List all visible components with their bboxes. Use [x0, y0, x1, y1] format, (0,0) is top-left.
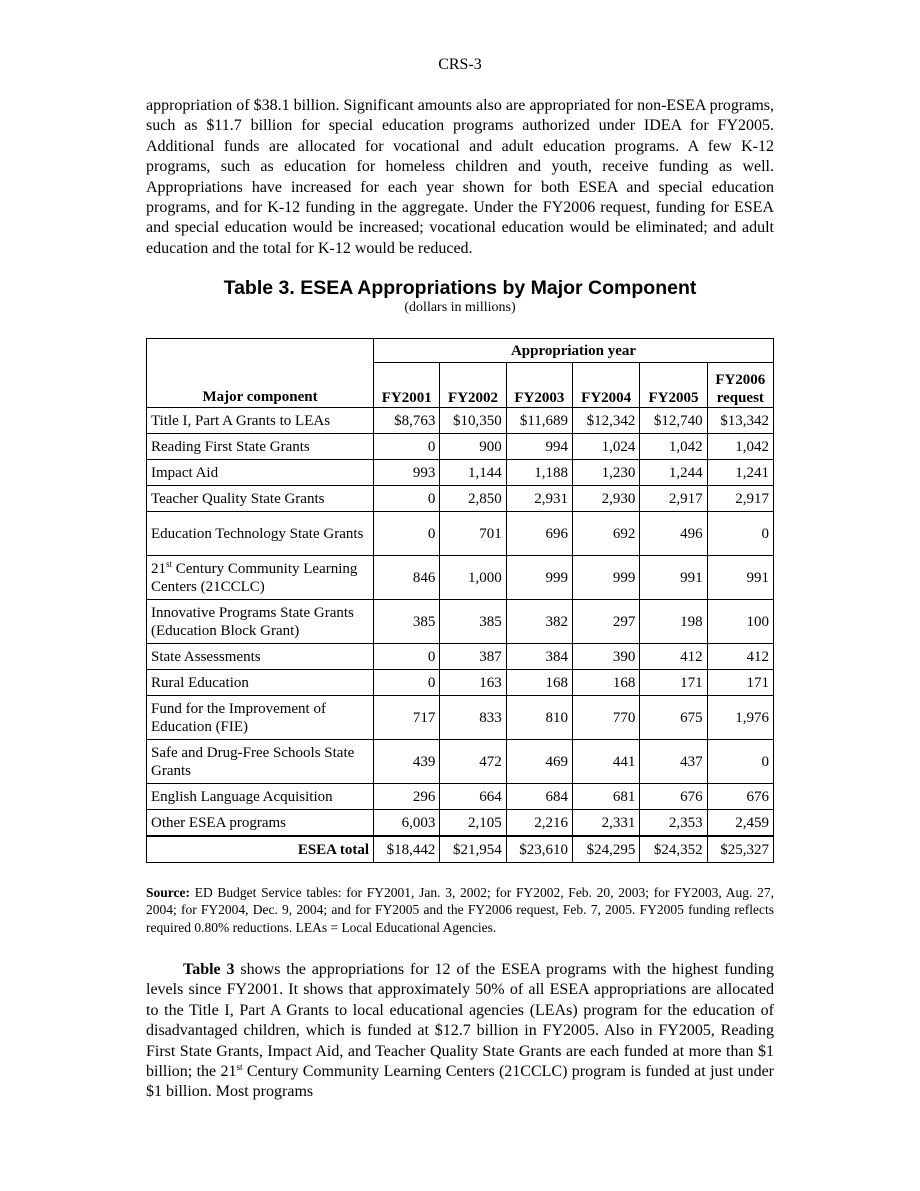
value-cell: 991 [707, 556, 773, 600]
value-cell: 999 [506, 556, 572, 600]
value-cell: 833 [440, 696, 506, 740]
table-row [147, 740, 774, 784]
year-header: FY2003 [506, 363, 572, 408]
value-cell: 701 [440, 512, 506, 556]
value-cell: 999 [573, 556, 640, 600]
value-cell: 496 [640, 512, 707, 556]
year-header: FY2004 [573, 363, 640, 408]
value-cell: 675 [640, 696, 707, 740]
value-cell: 0 [707, 512, 773, 556]
value-cell: 6,003 [374, 810, 440, 837]
component-cell: Reading First State Grants [147, 434, 374, 460]
value-cell: 676 [640, 784, 707, 810]
value-cell: 1,230 [573, 460, 640, 486]
total-value-cell: $25,327 [707, 836, 773, 863]
total-value-cell: $24,352 [640, 836, 707, 863]
table-row [147, 600, 774, 644]
component-ordinal: st [166, 558, 173, 569]
component-cell: State Assessments [147, 644, 374, 670]
value-cell: 0 [374, 434, 440, 460]
component-prefix: 21 [151, 560, 166, 577]
component-cell: English Language Acquisition [147, 784, 374, 810]
value-cell: 2,216 [506, 810, 572, 837]
year-header: FY2001 [374, 363, 440, 408]
appropriations-table [146, 338, 774, 863]
value-cell: 171 [707, 670, 773, 696]
value-cell: 900 [440, 434, 506, 460]
table-body [147, 408, 774, 863]
value-cell: 472 [440, 740, 506, 784]
value-cell: 1,241 [707, 460, 773, 486]
total-value-cell: $18,442 [374, 836, 440, 863]
source-text: ED Budget Service tables: for FY2001, Jan. 3, 2002; for FY2002, Feb. 20, 2003; for FY2003, Aug. 27, 2004; for FY2004, Dec. 9, 2004; and for FY2005 and the FY2006 request, Feb. 7, 2005. FY2005 funding reflects required 0.80% reductions. LEAs = Local Educational Agencies. [146, 885, 774, 935]
value-cell: 1,024 [573, 434, 640, 460]
value-cell: 168 [573, 670, 640, 696]
component-cell: Innovative Programs State Grants (Education Block Grant) [147, 600, 374, 644]
value-cell: $13,342 [707, 408, 773, 434]
value-cell: 0 [374, 670, 440, 696]
component-rest: Century Community Learning Centers (21CCLC) [151, 560, 358, 595]
value-cell: 2,931 [506, 486, 572, 512]
value-cell: 384 [506, 644, 572, 670]
component-cell: Safe and Drug-Free Schools State Grants [147, 740, 374, 784]
value-cell: 0 [374, 486, 440, 512]
value-cell: 198 [640, 600, 707, 644]
table-row [147, 408, 774, 434]
value-cell: 993 [374, 460, 440, 486]
value-cell: 846 [374, 556, 440, 600]
value-cell: 1,000 [440, 556, 506, 600]
component-cell: Other ESEA programs [147, 810, 374, 837]
value-cell: 1,244 [640, 460, 707, 486]
value-cell: 2,850 [440, 486, 506, 512]
table-row [147, 810, 774, 837]
source-label: Source: [146, 885, 190, 900]
table-subtitle: (dollars in millions) [404, 300, 516, 315]
closing-text-b: Century Community Learning Centers (21CCLC) program is funded at just under $1 billion. Most programs [146, 1063, 775, 1101]
closing-paragraph [146, 960, 774, 1103]
table-title: Table 3. ESEA Appropriations by Major Component [223, 277, 697, 299]
value-cell: 1,976 [707, 696, 773, 740]
value-cell: 696 [506, 512, 572, 556]
value-cell: 2,930 [573, 486, 640, 512]
value-cell: 412 [640, 644, 707, 670]
value-cell: 1,144 [440, 460, 506, 486]
value-cell: $11,689 [506, 408, 572, 434]
intro-paragraph: appropriation of $38.1 billion. Significant amounts also are appropriated for non-ESEA programs, such as $11.7 billion for special education programs authorized under IDEA for FY2005. Additional funds are allocated for vocational and adult education programs. A few K-12 programs, such as education for homeless children and youth, receive funding as well. Appropriations have increased for each year shown for both ESEA and special education programs, and for K-12 funding in the aggregate. Under the FY2006 request, funding for ESEA and special education would be increased; vocational education would be eliminated; and adult education and the total for K-12 would be reduced. [146, 97, 774, 257]
total-label: ESEA total [147, 836, 374, 863]
total-value-cell: $21,954 [440, 836, 506, 863]
value-cell: 1,042 [707, 434, 773, 460]
component-cell [147, 556, 374, 600]
value-cell: 692 [573, 512, 640, 556]
value-cell: 296 [374, 784, 440, 810]
value-cell: 810 [506, 696, 572, 740]
value-cell: 163 [440, 670, 506, 696]
value-cell: 437 [640, 740, 707, 784]
year-header: FY2002 [440, 363, 506, 408]
value-cell: $8,763 [374, 408, 440, 434]
value-cell: 385 [374, 600, 440, 644]
total-value-cell: $24,295 [573, 836, 640, 863]
value-cell: 0 [374, 644, 440, 670]
value-cell: 385 [440, 600, 506, 644]
value-cell: 297 [573, 600, 640, 644]
major-component-header: Major component [147, 339, 374, 408]
year-header: FY2006 request [707, 363, 773, 408]
component-cell: Rural Education [147, 670, 374, 696]
table-row [147, 784, 774, 810]
year-header: FY2005 [640, 363, 707, 408]
value-cell: 0 [374, 512, 440, 556]
table-row [147, 434, 774, 460]
component-cell: Title I, Part A Grants to LEAs [147, 408, 374, 434]
value-cell: 469 [506, 740, 572, 784]
value-cell: 676 [707, 784, 773, 810]
value-cell: $12,740 [640, 408, 707, 434]
value-cell: 171 [640, 670, 707, 696]
ordinal-suffix: st [236, 1062, 243, 1073]
component-cell: Fund for the Improvement of Education (FIE) [147, 696, 374, 740]
value-cell: 994 [506, 434, 572, 460]
table-row [147, 512, 774, 556]
value-cell: 2,353 [640, 810, 707, 837]
value-cell: 681 [573, 784, 640, 810]
total-row [147, 836, 774, 863]
value-cell: 390 [573, 644, 640, 670]
total-value-cell: $23,610 [506, 836, 572, 863]
value-cell: $10,350 [440, 408, 506, 434]
value-cell: 100 [707, 600, 773, 644]
source-note [146, 884, 774, 936]
component-cell: Education Technology State Grants [147, 512, 374, 556]
value-cell: 1,188 [506, 460, 572, 486]
value-cell: 387 [440, 644, 506, 670]
value-cell: 168 [506, 670, 572, 696]
table-reference: Table 3 [183, 961, 235, 978]
value-cell: $12,342 [573, 408, 640, 434]
value-cell: 684 [506, 784, 572, 810]
value-cell: 717 [374, 696, 440, 740]
component-cell: Teacher Quality State Grants [147, 486, 374, 512]
component-cell: Impact Aid [147, 460, 374, 486]
table-row [147, 556, 774, 600]
value-cell: 382 [506, 600, 572, 644]
value-cell: 2,917 [640, 486, 707, 512]
value-cell: 2,105 [440, 810, 506, 837]
value-cell: 0 [707, 740, 773, 784]
page-header: CRS-3 [438, 56, 482, 73]
value-cell: 1,042 [640, 434, 707, 460]
value-cell: 2,917 [707, 486, 773, 512]
table-row [147, 486, 774, 512]
value-cell: 2,459 [707, 810, 773, 837]
value-cell: 664 [440, 784, 506, 810]
value-cell: 441 [573, 740, 640, 784]
table-row [147, 644, 774, 670]
value-cell: 770 [573, 696, 640, 740]
value-cell: 439 [374, 740, 440, 784]
appropriation-year-header: Appropriation year [374, 339, 774, 363]
closing-text-a: shows the appropriations for 12 of the ESEA programs with the highest funding levels since FY2001. It shows that approximately 50% of all ESEA appropriations are allocated to the Title I, Part A Grants to local educational agencies (LEAs) program for the education of disadvantaged children, which is funded at $12.7 billion in FY2005. Also in FY2005, Reading First State Grants, Impact Aid, and Teacher Quality State Grants are each funded at more than $1 billion; the 21 [146, 961, 774, 1081]
value-cell: 991 [640, 556, 707, 600]
table-row [147, 460, 774, 486]
table-row [147, 670, 774, 696]
table-row [147, 696, 774, 740]
value-cell: 2,331 [573, 810, 640, 837]
value-cell: 412 [707, 644, 773, 670]
